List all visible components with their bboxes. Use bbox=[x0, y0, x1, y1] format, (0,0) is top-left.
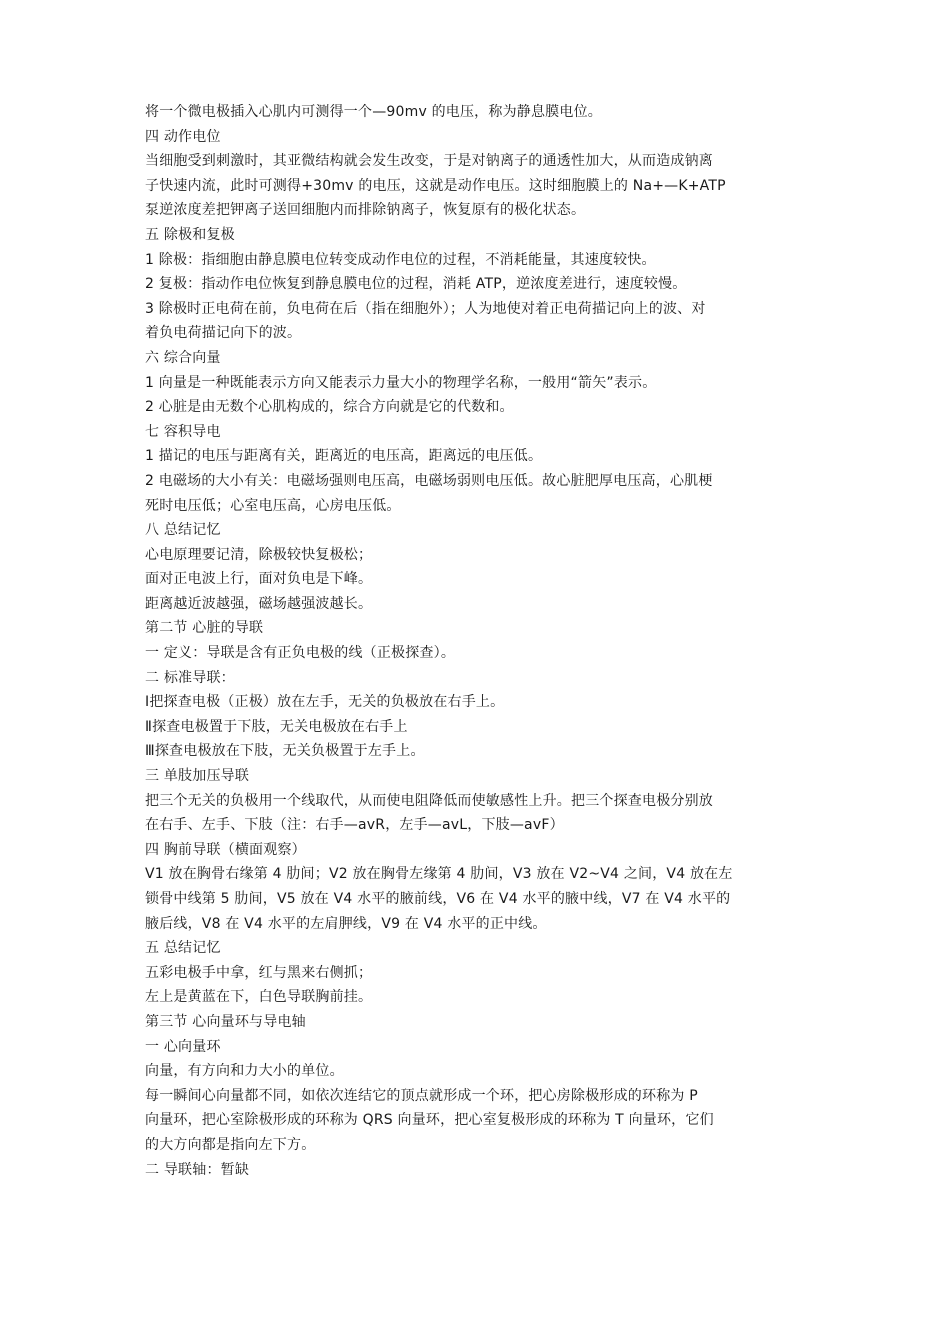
section-heading: 六 综合向量 bbox=[145, 349, 221, 366]
section-heading: 四 胸前导联（横面观察） bbox=[145, 841, 306, 858]
text-line: 心电原理要记清，除极较快复极松； bbox=[145, 546, 373, 563]
text-line: 2 复极：指动作电位恢复到静息膜电位的过程，消耗 ATP，逆浓度差进行，速度较慢。 bbox=[145, 276, 687, 293]
text-line: 向量环，把心室除极形成的环称为 QRS 向量环，把心室复极形成的环称为 T 向量环，它们 bbox=[145, 1112, 714, 1129]
text-line: Ⅲ探查电极放在下肢，无关负极置于左手上。 bbox=[145, 743, 425, 760]
section-heading: 四 动作电位 bbox=[145, 128, 221, 145]
section-heading: 二 标准导联： bbox=[145, 669, 235, 686]
section-heading: 五 除极和复极 bbox=[145, 226, 235, 243]
chapter-heading: 第三节 心向量环与导电轴 bbox=[145, 1013, 306, 1030]
chapter-heading: 第二节 心脏的导联 bbox=[145, 620, 264, 637]
text-line: 腋后线，V8 在 V4 水平的左肩胛线，V9 在 V4 水平的正中线。 bbox=[145, 915, 547, 932]
text-line: 将一个微电极插入心肌内可测得一个—90mv 的电压，称为静息膜电位。 bbox=[145, 104, 602, 120]
text-line: 死时电压低；心室电压高，心房电压低。 bbox=[145, 497, 401, 514]
text-line: 面对正电波上行，面对负电是下峰。 bbox=[145, 571, 373, 588]
section-heading: 二 导联轴：暂缺 bbox=[145, 1161, 250, 1178]
text-line: 距离越近波越强，磁场越强波越长。 bbox=[145, 595, 373, 612]
text-line: 一 定义：导联是含有正负电极的线（正极探查）。 bbox=[145, 645, 456, 662]
text-line: 1 除极：指细胞由静息膜电位转变成动作电位的过程，不消耗能量，其速度较快。 bbox=[145, 251, 656, 268]
text-line: 着负电荷描记向下的波。 bbox=[145, 325, 302, 342]
text-line: 2 电磁场的大小有关：电磁场强则电压高，电磁场弱则电压低。故心脏肥厚电压高，心肌梗 bbox=[145, 472, 713, 489]
text-line: 子快速内流，此时可测得+30mv 的电压，这就是动作电压。这时细胞膜上的 Na+—K+ATP bbox=[145, 177, 726, 194]
text-line: 左上是黄蓝在下，白色导联胸前挂。 bbox=[145, 989, 373, 1006]
section-heading: 七 容积导电 bbox=[145, 423, 221, 440]
text-line: 每一瞬间心向量都不同，如依次连结它的顶点就形成一个环，把心房除极形成的环称为 P bbox=[145, 1087, 698, 1104]
text-line: 向量，有方向和力大小的单位。 bbox=[145, 1063, 344, 1080]
text-line: 2 心脏是由无数个心肌构成的，综合方向就是它的代数和。 bbox=[145, 399, 514, 416]
text-line: 锁骨中线第 5 肋间，V5 放在 V4 水平的腋前线，V6 在 V4 水平的腋中线，V7 在 V4 水平的 bbox=[145, 891, 731, 907]
text-line: 当细胞受到刺激时，其亚微结构就会发生改变，于是对钠离子的通透性加大，从而造成钠离 bbox=[145, 153, 713, 170]
text-line: Ⅱ探查电极置于下肢，无关电极放在右手上 bbox=[145, 718, 408, 735]
text-line: 泵逆浓度差把钾离子送回细胞内而排除钠离子，恢复原有的极化状态。 bbox=[145, 202, 586, 219]
text-line: 3 除极时正电荷在前，负电荷在后（指在细胞外）；人为地使对着正电荷描记向上的波、对 bbox=[145, 300, 706, 317]
text-line: 1 描记的电压与距离有关，距离近的电压高，距离远的电压低。 bbox=[145, 448, 543, 465]
text-line: 1 向量是一种既能表示方向又能表示力量大小的物理学名称，一般用“箭矢”表示。 bbox=[145, 374, 657, 391]
text-line: Ⅰ把探查电极（正极）放在左手，无关的负极放在右手上。 bbox=[145, 694, 505, 711]
document-page bbox=[145, 100, 825, 1182]
text-line: 在右手、左手、下肢（注：右手—avR，左手—avL，下肢—avF） bbox=[145, 817, 564, 834]
text-line: 五彩电极手中拿，红与黑来右侧抓； bbox=[145, 964, 373, 981]
section-heading: 五 总结记忆 bbox=[145, 940, 221, 957]
text-line: 的大方向都是指向左下方。 bbox=[145, 1136, 316, 1153]
text-line: V1 放在胸骨右缘第 4 肋间；V2 放在胸骨左缘第 4 肋间，V3 放在 V2~V4 之间，V4 放在左 bbox=[145, 866, 733, 883]
section-heading: 三 单肢加压导联 bbox=[145, 768, 250, 785]
section-heading: 一 心向量环 bbox=[145, 1038, 221, 1055]
text-line: 把三个无关的负极用一个线取代，从而使电阻降低而使敏感性上升。把三个探查电极分别放 bbox=[145, 792, 713, 809]
section-heading: 八 总结记忆 bbox=[145, 522, 221, 539]
